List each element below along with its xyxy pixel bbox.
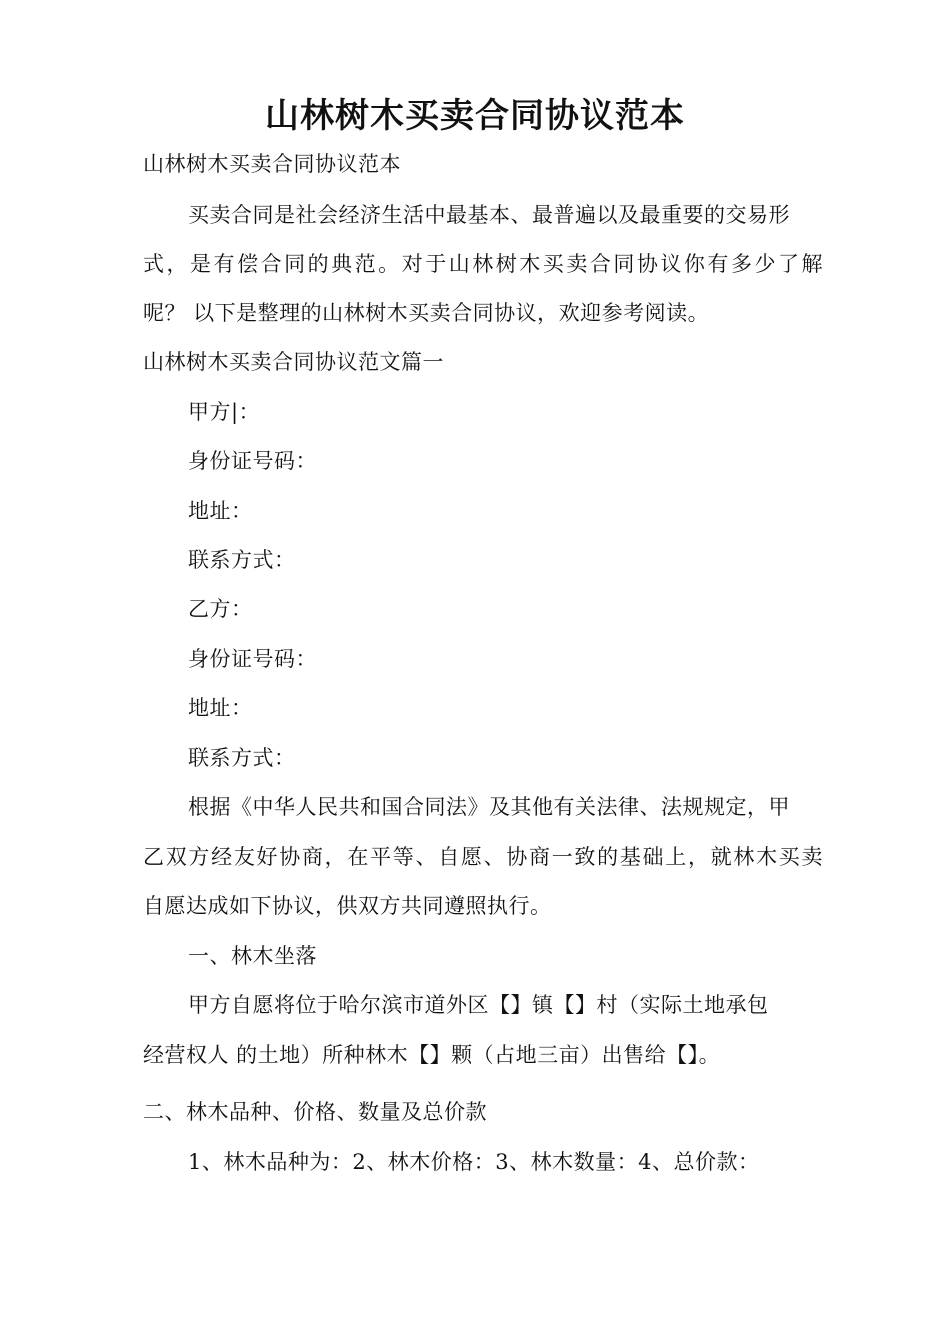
- document-title: 山林树木买卖合同协议范本: [265, 96, 685, 136]
- preamble-line-1: 根据《中华人民共和国合同法》及其他有关法律、法规规定，甲: [188, 795, 790, 819]
- preamble-line-3: 自愿达成如下协议，供双方共同遵照执行。: [143, 894, 552, 918]
- party-b-contact-label: 联系方式：: [188, 746, 296, 770]
- party-a-label: 甲方|：: [188, 400, 261, 424]
- clause-1-line-2: 经营权人 的土地）所种林木【】颗（占地三亩）出售给【】。: [143, 1043, 721, 1067]
- party-a-id-label: 身份证号码：: [188, 449, 317, 473]
- clause-1-line-1: 甲方自愿将位于哈尔滨市道外区【】镇【】村（实际土地承包: [188, 993, 769, 1017]
- party-a-address-label: 地址：: [188, 499, 253, 523]
- clause-2-line-1: 1、林木品种为：2、林木价格：3、林木数量：4、总价款：: [188, 1150, 760, 1174]
- clause-2-heading: 二、林木品种、价格、数量及总价款: [143, 1100, 487, 1124]
- clause-1-heading: 一、林木坐落: [188, 944, 317, 968]
- intro-line-2: 式，是有偿合同的典范。对于山林树木买卖合同协议你有多少了解: [143, 252, 823, 276]
- section-heading: 山林树木买卖合同协议范文篇一: [143, 350, 444, 374]
- subtitle-line: 山林树木买卖合同协议范本: [143, 152, 401, 176]
- intro-line-1: 买卖合同是社会经济生活中最基本、最普遍以及最重要的交易形: [188, 203, 790, 227]
- preamble-line-2: 乙双方经友好协商，在平等、自愿、协商一致的基础上，就林木买卖: [143, 845, 823, 869]
- party-b-address-label: 地址：: [188, 696, 253, 720]
- party-b-label: 乙方：: [188, 597, 253, 621]
- party-b-id-label: 身份证号码：: [188, 647, 317, 671]
- party-a-contact-label: 联系方式：: [188, 548, 296, 572]
- intro-line-3: 呢？ 以下是整理的山林树木买卖合同协议，欢迎参考阅读。: [143, 301, 710, 325]
